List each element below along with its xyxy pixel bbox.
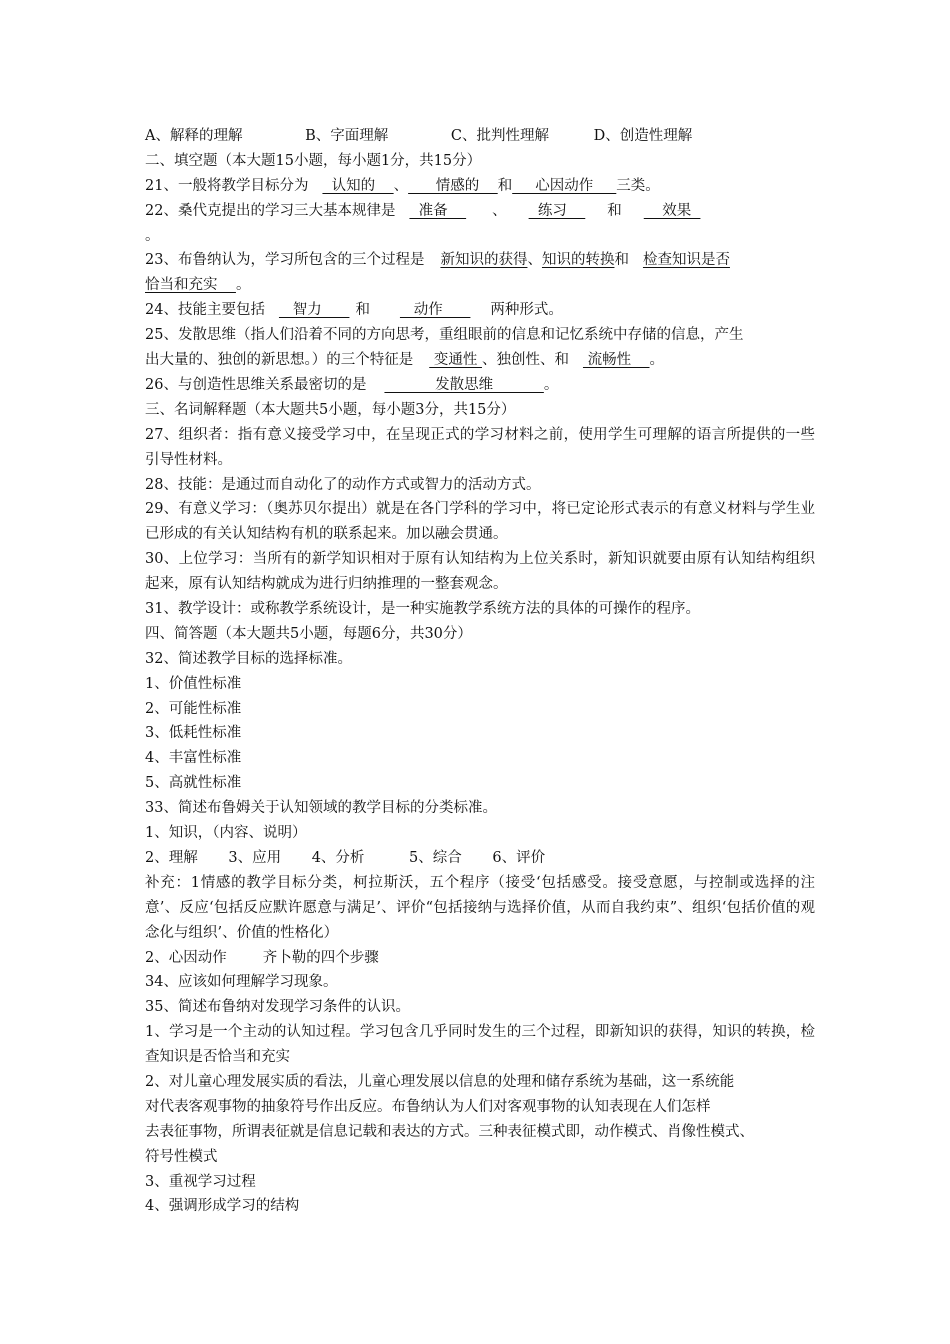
q22-answer-3: 效果	[643, 202, 701, 219]
q26-answer-1: 发散思维	[384, 376, 544, 393]
list-item: 2、理解	[145, 849, 198, 866]
list-item: 5、综合	[409, 849, 462, 866]
q35-item-2-line: 2、对儿童心理发展实质的看法，儿童心理发展以信息的处理和储存系统为基础，这一系统能	[145, 1074, 735, 1091]
q30: 30、上位学习：当所有的新学知识相对于原有认知结构为上位关系时，新知识就要由原有认知结构组织起来，原有认知结构就成为进行归纳推理的一整套观念。	[145, 551, 815, 593]
supp-item: 2、心因动作	[145, 949, 227, 966]
q25-answer-1: 变通性	[429, 352, 482, 369]
q23-prefix: 23、布鲁纳认为，学习所包含的三个过程是	[145, 252, 425, 269]
q25-text: 出大量的、独创的新思想。）的三个特征是	[145, 352, 414, 369]
supplement-line-2	[145, 946, 815, 971]
q31: 31、教学设计：或称教学系统设计，是一种实施教学系统方法的具体的可操作的程序。	[145, 601, 700, 618]
q23-cont	[145, 273, 815, 298]
q23-answer-3a: 检查知识是否	[642, 252, 730, 269]
q22	[145, 199, 815, 224]
q34: 34、应该如何理解学习现象。	[145, 974, 338, 991]
q29: 29、有意义学习：（奥苏贝尔提出）就是在各门学科的学习中，将已定论形式表示的有意义材料与学生业已形成的有关认知结构有机的联系起来。加以融会贯通。	[145, 501, 815, 543]
q35-item-3: 3、重视学习过程	[145, 1173, 256, 1190]
q21-sep-1: 、	[393, 177, 409, 194]
q21-answer-2: 情感的	[408, 177, 498, 194]
q22-sep-1: 、	[492, 202, 507, 219]
q25-end: 。	[649, 352, 665, 369]
q26	[145, 373, 815, 398]
supp-item-note: 齐卜勒的四个步骤	[262, 949, 379, 966]
q24-suffix: 两种形式。	[490, 302, 563, 319]
section4-title: 四、简答题（本大题共5小题，每题6分，共30分）	[145, 625, 472, 642]
q21-answer-3: 心因动作	[512, 177, 617, 194]
list-item: 6、评价	[492, 849, 546, 866]
q24-prefix: 24、技能主要包括	[145, 302, 265, 319]
q35: 35、简述布鲁纳对发现学习条件的认识。	[145, 999, 410, 1016]
q21-sep-2: 和	[497, 177, 513, 194]
q22-answer-1: 准备	[409, 202, 467, 219]
supplement: 补充：1情感的教学目标分类，柯拉斯沃，五个程序（接受‘包括感受。接受意愿，与控制或选择的注意’、反应‘包括反应默许愿意与满足’、评价“包括接纳与选择价值，从而自我约束”、组织‘包括价值的观念化与组织’、价值的性格化）	[145, 874, 815, 941]
q27: 27、组织者：指有意义接受学习中，在呈现正式的学习材料之前，使用学生可理解的语言所提供的一些引导性材料。	[145, 426, 815, 468]
section3-title: 三、名词解释题（本大题共5小题，每小题3分，共15分）	[145, 401, 516, 418]
option-a: A、解释的理解	[145, 128, 243, 144]
q22-sep-2: 和	[607, 202, 622, 219]
q22-end: 。	[145, 227, 160, 244]
q23-end: 。	[235, 277, 251, 294]
list-item: 3、应用	[228, 849, 282, 866]
section2-title: 二、填空题（本大题15小题，每小题1分，共15分）	[145, 152, 482, 169]
q32: 32、简述教学目标的选择标准。	[145, 650, 352, 667]
q28: 28、技能：是通过而自动化了的动作方式或智力的活动方式。	[145, 476, 541, 493]
q25-line2	[145, 348, 815, 373]
option-d: D、创造性理解	[593, 128, 693, 144]
q21-prefix: 21、一般将教学目标分为	[145, 177, 309, 194]
q23-sep-2: 和	[614, 252, 629, 269]
q33-items-2	[145, 846, 815, 871]
q35-item-2-line: 去表征事物，所谓表征就是信息记载和表达的方式。三种表征模式即，动作模式、肖像性模式、	[145, 1123, 754, 1140]
document-page	[145, 124, 815, 1219]
list-item: 2、可能性标准	[145, 700, 242, 717]
q35-item-2-line: 符号性模式	[145, 1148, 218, 1165]
list-item: 4、丰富性标准	[145, 750, 242, 767]
q23-answer-1: 新知识的获得	[440, 252, 528, 269]
list-item: 3、低耗性标准	[145, 725, 242, 742]
q21	[145, 174, 815, 199]
q25-answer-2: 流畅性	[582, 352, 650, 369]
q26-end: 。	[543, 376, 559, 393]
q25-line1: 25、发散思维（指人们沿着不同的方向思考，重组眼前的信息和记忆系统中存储的信息，产生	[145, 327, 744, 344]
q33-item-1: 1、知识，（内容、说明）	[145, 825, 307, 842]
q21-suffix: 三类。	[616, 177, 660, 194]
option-b: B、字面理解	[305, 128, 389, 144]
q23-answer-2: 知识的转换	[541, 252, 615, 269]
list-item: 5、高就性标准	[145, 775, 242, 792]
q35-item-2-line: 对代表客观事物的抽象符号作出反应。布鲁纳认为人们对客观事物的认知表现在人们怎样	[145, 1098, 711, 1115]
q24	[145, 298, 815, 323]
q23	[145, 248, 815, 273]
q24-answer-2: 动作	[399, 302, 471, 319]
q35-item-4: 4、强调形成学习的结构	[145, 1198, 300, 1215]
q26-prefix: 26、与创造性思维关系最密切的是	[145, 376, 367, 393]
q23-sep-1: 、	[527, 252, 542, 269]
q33: 33、简述布鲁姆关于认知领域的教学目标的分类标准。	[145, 800, 497, 817]
list-item: 4、分析	[311, 849, 365, 866]
q25-sep-1: 、独创性、和	[481, 352, 569, 369]
q23-answer-3b: 恰当和充实	[145, 277, 236, 294]
q35-item-1: 1、学习是一个主动的认知过程。学习包含几乎同时发生的三个过程，即新知识的获得，知识的转换，检查知识是否恰当和充实	[145, 1024, 815, 1066]
q21-answer-1: 认知的	[322, 177, 394, 194]
q20-options	[145, 124, 815, 149]
q22-answer-2: 练习	[528, 202, 586, 219]
q24-answer-1: 智力	[278, 302, 350, 319]
q22-prefix: 22、桑代克提出的学习三大基本规律是	[145, 202, 396, 219]
list-item: 1、价值性标准	[145, 675, 242, 692]
q24-sep-1: 和	[355, 302, 370, 319]
option-c: C、批判性理解	[450, 128, 549, 144]
